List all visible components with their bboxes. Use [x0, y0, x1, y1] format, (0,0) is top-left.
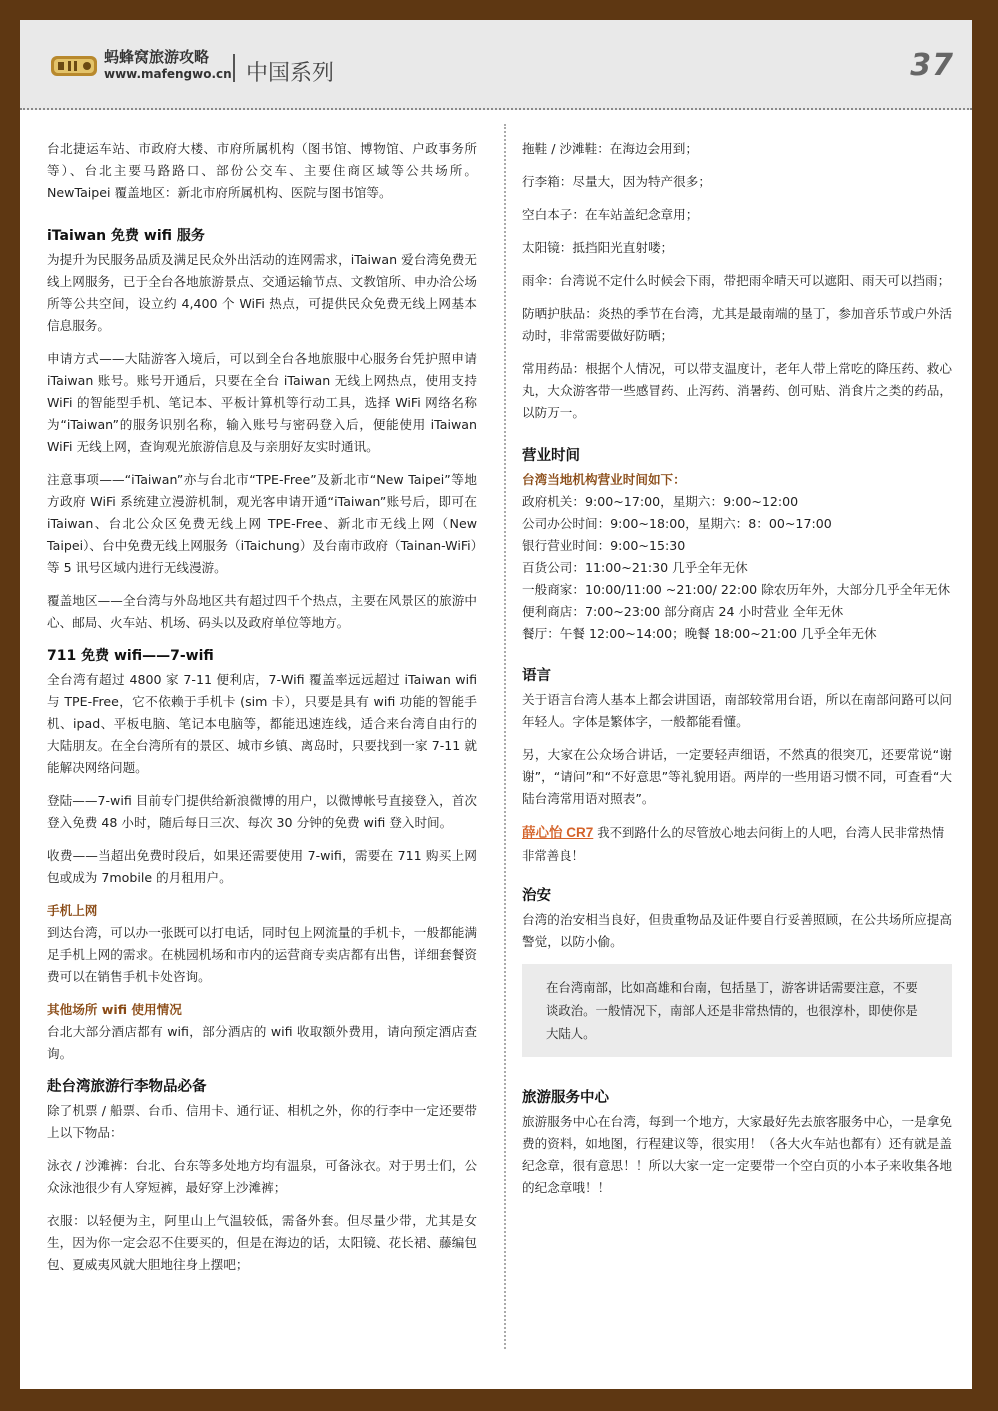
page-number: 37 [910, 48, 954, 83]
service-center-paragraph: 旅游服务中心在台湾，每到一个地方，大家最好先去旅客服务中心，一是拿免费的资料，如地图，行程建议等，很实用！（各大火车站也都有）还有就是盖纪念章，很有意思！！所以大家一定一定要带一个空白页的小本子来收集各地的纪念章哦！！ [522, 1114, 952, 1195]
page [20, 20, 972, 1389]
left-column [47, 138, 477, 1287]
hours-line: 银行营业时间：9:00~15:30 [522, 538, 686, 553]
seven-wifi-heading: 711 免费 wifi——7-wifi [47, 648, 214, 664]
right-column [522, 138, 952, 1210]
seven-wifi-paragraph-1: 全台湾有超过 4800 家 7-11 便利店，7-Wifi 覆盖率远远超过 iTaiwan wifi 与 TPE-Free，它不依赖于手机卡 (sim 卡），只要是具有 wifi 功能的智能手机、ipad、平板电脑、笔记本电脑等，都能迅速连线，适合来台湾自由行的大陆朋友。在全台湾所有的景区、城市乡镇、离岛时，只要找到一家 7-11 就能解决网络问题。 [47, 672, 477, 775]
packing-item: 防晒护肤品：炎热的季节在台湾，尤其是最南端的垦丁，参加音乐节或户外活动时，非常需要做好防晒； [522, 306, 952, 343]
mobile-paragraph: 到达台湾，可以办一张既可以打电话，同时包上网流量的手机卡，一般都能满足手机上网的需求。在桃园机场和市内的运营商专卖店都有出售，详细套餐资费可以在销售手机卡处咨询。 [47, 925, 477, 984]
seven-wifi-paragraph-2: 登陆——7-wifi 目前专门提供给新浪微博的用户，以微博帐号直接登入，首次登入免费 48 小时，随后每日三次、每次 30 分钟的免费 wifi 登入时间。 [47, 793, 477, 830]
mafengwo-logo-icon [50, 50, 98, 80]
other-wifi-heading: 其他场所 wifi 使用情况 [47, 1002, 182, 1017]
brand [104, 49, 232, 83]
intro-paragraph: 台北捷运车站、市政府大楼、市府所属机构（图书馆、博物馆、户政事务所等）、台北主要马路路口、部份公交车、主要住商区域等公共场所。NewTaipei 覆盖地区：新北市府所属机构、医院与图书馆等。 [47, 141, 477, 200]
safety-heading: 治安 [522, 888, 551, 904]
hours-line: 便利商店：7:00~23:00 部分商店 24 小时营业 全年无休 [522, 604, 844, 619]
packing-item: 太阳镜：抵挡阳光直射喽； [522, 240, 674, 255]
hours-line: 餐厅：午餐 12:00~14:00；晚餐 18:00~21:00 几乎全年无休 [522, 626, 877, 641]
tip-box: 在台湾南部，比如高雄和台南，包括垦丁，游客讲话需要注意，不要谈政治。一般情况下，南部人还是非常热情的，也很淳朴，即使你是大陆人。 [522, 964, 952, 1057]
itaiwan-paragraph-3: 注意事项——“iTaiwan”亦与台北市“TPE-Free”及新北市“New Taipei”等地方政府 WiFi 系统建立漫游机制，观光客申请开通“iTaiwan”账号后，即可在 iTaiwan、台北公众区免费无线上网 TPE-Free、新北市无线上网（New Taipei）、台中免费无线上网服务（iTaichung）及台南市政府（Tainan-WiFi）等 5 讯号区域内进行无线漫游。 [47, 472, 477, 575]
packing-item: 常用药品：根据个人情况，可以带支温度计，老年人带上常吃的降压药、救心丸，大众游客带一些感冒药、止泻药、消暑药、创可贴、消食片之类的药品，以防万一。 [522, 361, 952, 420]
seven-wifi-paragraph-3: 收费——当超出免费时段后，如果还需要使用 7-wifi，需要在 711 购买上网包或成为 7mobile 的月租用户。 [47, 848, 477, 885]
hours-subheading: 台湾当地机构营业时间如下： [522, 472, 686, 487]
hours-line: 百货公司：11:00~21:30 几乎全年无休 [522, 560, 748, 575]
service-center-heading: 旅游服务中心 [522, 1090, 609, 1106]
packing-item: 雨伞：台湾说不定什么时候会下雨，带把雨伞晴天可以遮阳、雨天可以挡雨； [522, 273, 951, 288]
itaiwan-paragraph-4: 覆盖地区——全台湾与外岛地区共有超过四千个热点，主要在风景区的旅游中心、邮局、火车站、机场、码头以及政府单位等地方。 [47, 593, 477, 630]
itaiwan-paragraph-1: 为提升为民服务品质及满足民众外出活动的连网需求，iTaiwan 爱台湾免费无线上网服务，已于全台各地旅游景点、交通运输节点、文教馆所、申办洽公场所等公共空间，设立约 4,400 个 WiFi 热点，可提供民众免费无线上网基本信息服务。 [47, 252, 477, 333]
packing-item: 空白本子：在车站盖纪念章用； [522, 207, 699, 222]
brand-name: 蚂蜂窝旅游攻略 [104, 48, 210, 66]
hours-heading: 营业时间 [522, 448, 580, 464]
series-title: 中国系列 [246, 61, 335, 86]
language-heading: 语言 [522, 668, 551, 684]
user-quote [522, 821, 952, 867]
page-header [20, 20, 972, 110]
hours-list [522, 491, 952, 645]
luggage-paragraph-3: 衣服：以轻便为主，阿里山上气温较低，需备外套。但尽量少带，尤其是女生，因为你一定会忍不住要买的，但是在海边的话，太阳镜、花长裙、藤编包包、夏威夷风就大胆地往身上摆吧； [47, 1213, 477, 1272]
packing-item: 行李箱：尽量大，因为特产很多； [522, 174, 711, 189]
hours-line: 政府机关：9:00~17:00，星期六：9:00~12:00 [522, 494, 799, 509]
mobile-heading: 手机上网 [47, 903, 98, 918]
other-wifi-paragraph: 台北大部分酒店都有 wifi，部分酒店的 wifi 收取额外费用，请向预定酒店查询。 [47, 1024, 477, 1061]
packing-item: 拖鞋 / 沙滩鞋：在海边会用到； [522, 141, 698, 156]
luggage-paragraph-2: 泳衣 / 沙滩裤：台北、台东等多处地方均有温泉，可备泳衣。对于男士们，公众泳池很少有人穿短裤，最好穿上沙滩裤； [47, 1158, 477, 1195]
hours-line: 公司办公时间：9:00~18:00，星期六：8：00~17:00 [522, 516, 832, 531]
itaiwan-heading: iTaiwan 免费 wifi 服务 [47, 228, 205, 244]
column-divider [504, 124, 506, 1349]
luggage-paragraph-1: 除了机票 / 船票、台币、信用卡、通行证、相机之外，你的行李中一定还要带上以下物品： [47, 1103, 477, 1140]
brand-url: www.mafengwo.cn [104, 67, 232, 81]
hours-line: 一般商家：10:00/11:00 ~21:00/ 22:00 除农历年外，大部分几乎全年无休 [522, 582, 951, 597]
safety-paragraph: 台湾的治安相当良好，但贵重物品及证件要自行妥善照顾，在公共场所应提高警觉，以防小偷。 [522, 912, 952, 949]
luggage-heading: 赴台湾旅游行李物品必备 [47, 1079, 207, 1095]
language-paragraph-2: 另，大家在公众场合讲话，一定要轻声细语，不然真的很突兀，还要常说“谢谢”，“请问”和“不好意思”等礼貌用语。两岸的一些用语习惯不同，可查看“大陆台湾常用语对照表”。 [522, 747, 952, 806]
quote-author-link[interactable]: 薛心怡 CR7 [522, 825, 594, 840]
quote-text: 我不到路什么的尽管放心地去问街上的人吧，台湾人民非常热情非常善良！ [522, 825, 945, 863]
language-paragraph-1: 关于语言台湾人基本上都会讲国语，南部较常用台语，所以在南部问路可以问年轻人。字体是繁体字，一般都能看懂。 [522, 692, 952, 729]
header-separator [233, 54, 235, 82]
itaiwan-paragraph-2: 申请方式——大陆游客入境后，可以到全台各地旅服中心服务台凭护照申请 iTaiwan 账号。账号开通后，只要在全台 iTaiwan 无线上网热点，使用支持 WiFi 的智能型手机、笔记本、平板计算机等行动工具，选择 WiFi 网络名称为“iTaiwan”的服务识别名称，输入账号与密码登入后，便能使用 iTaiwan WiFi 无线上网，查询观光旅游信息及与亲朋好友实时通讯。 [47, 351, 477, 454]
